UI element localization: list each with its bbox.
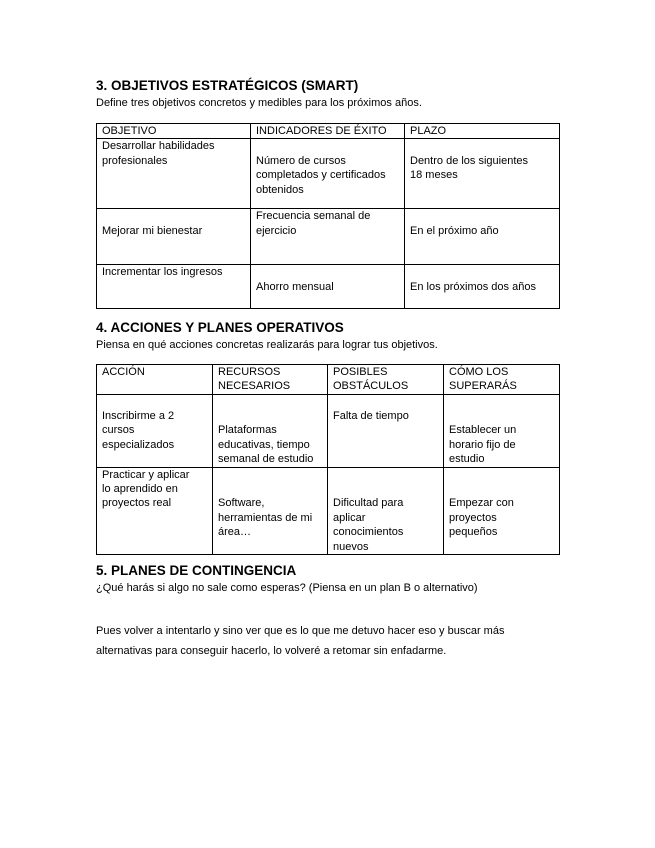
table-cell: Dificultad para aplicar conocimientos nuevos <box>328 467 444 554</box>
table-header-row <box>97 124 560 139</box>
table-cell: En los próximos dos años <box>405 265 560 309</box>
table-cell: Inscribirme a 2 cursos especializados <box>97 395 213 468</box>
table-cell: Empezar con proyectos pequeños <box>444 467 560 554</box>
table-row <box>97 139 560 209</box>
section-4-intro: Piensa en qué acciones concretas realizarás para lograr tus objetivos. <box>96 339 438 351</box>
section-3-intro: Define tres objetivos concretos y medibles para los próximos años. <box>96 97 422 109</box>
table-header-row <box>97 365 560 395</box>
table-row <box>97 467 560 554</box>
section-4-title: 4. ACCIONES Y PLANES OPERATIVOS <box>96 320 344 335</box>
table-cell: Plataformas educativas, tiempo semanal de estudio <box>213 395 328 468</box>
actions-table <box>96 364 560 555</box>
section-3-title: 3. OBJETIVOS ESTRATÉGICOS (SMART) <box>96 78 359 93</box>
table-cell: Dentro de los siguientes 18 meses <box>405 139 560 209</box>
table-cell: Practicar y aplicar lo aprendido en proyectos real <box>97 467 213 554</box>
header-cell: OBJETIVO <box>97 124 251 139</box>
header-cell: POSIBLES OBSTÁCULOS <box>328 365 444 395</box>
table-cell: Software, herramientas de mi área… <box>213 467 328 554</box>
table-cell: En el próximo año <box>405 209 560 265</box>
table-cell: Establecer un horario fijo de estudio <box>444 395 560 468</box>
contingency-answer: Pues volver a intentarlo y sino ver que es lo que me detuvo hacer eso y buscar más alternativas para conseguir hacerlo, lo volveré a retomar sin enfadarme. <box>96 625 505 657</box>
header-cell: RECURSOS NECESARIOS <box>213 365 328 395</box>
section-5-title: 5. PLANES DE CONTINGENCIA <box>96 563 297 578</box>
header-cell: ACCIÓN <box>97 365 213 395</box>
table-cell: Falta de tiempo <box>328 395 444 468</box>
table-cell: Número de cursos completados y certificados obtenidos <box>251 139 405 209</box>
table-cell: Incrementar los ingresos <box>97 265 251 309</box>
table-cell: Desarrollar habilidades profesionales <box>97 139 251 209</box>
header-cell: PLAZO <box>405 124 560 139</box>
table-row <box>97 395 560 468</box>
header-cell: INDICADORES DE ÉXITO <box>251 124 405 139</box>
table-cell: Frecuencia semanal de ejercicio <box>251 209 405 265</box>
table-row <box>97 265 560 309</box>
table-cell: Mejorar mi bienestar <box>97 209 251 265</box>
header-cell: CÓMO LOS SUPERARÁS <box>444 365 560 395</box>
table-cell: Ahorro mensual <box>251 265 405 309</box>
table-row <box>97 209 560 265</box>
objectives-table <box>96 123 560 309</box>
section-5-intro: ¿Qué harás si algo no sale como esperas? (Piensa en un plan B o alternativo) <box>96 582 478 594</box>
